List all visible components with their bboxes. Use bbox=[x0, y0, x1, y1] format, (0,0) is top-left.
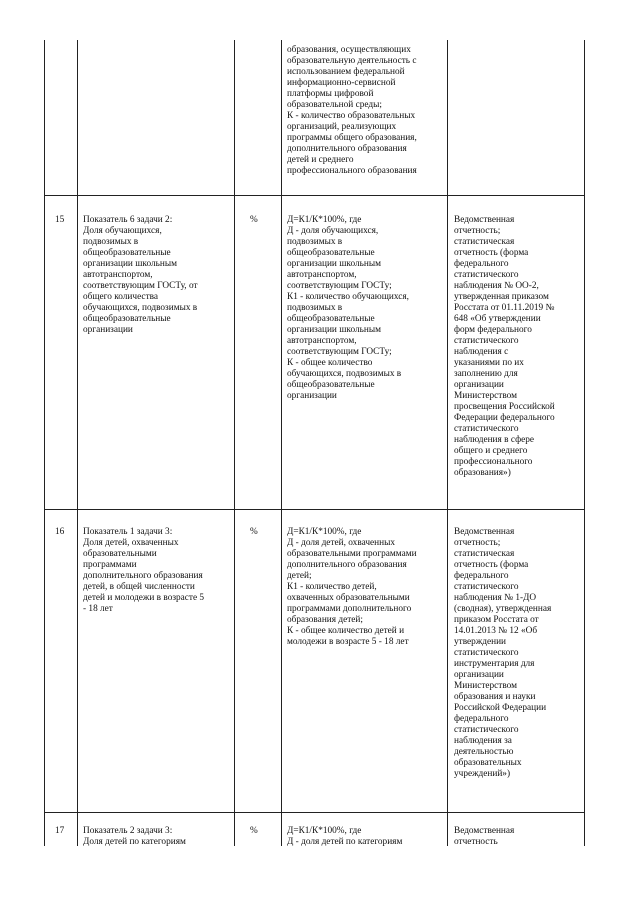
table-row-unit: % bbox=[250, 215, 258, 225]
row-divider-1 bbox=[44, 195, 585, 196]
table-border-col1 bbox=[77, 40, 78, 846]
table-row-formula: образования, осуществляющих образовательную деятельность с использованием федеральной информационно-сервисной платформы цифровой образовательной среды; К - количество образовательных организаций, реализующих программы общего образования, дополнительного образования детей и среднего профессионального образования bbox=[287, 45, 417, 176]
row-divider-2 bbox=[44, 509, 585, 510]
row-divider-3 bbox=[44, 812, 585, 813]
table-border-left bbox=[44, 40, 45, 846]
table-border-col2 bbox=[234, 40, 235, 846]
table-border-col4 bbox=[447, 40, 448, 846]
table-border-right bbox=[584, 40, 585, 846]
table-row-formula: Д=К1/К*100%, где Д - доля детей по категориям bbox=[287, 826, 403, 847]
table-row-formula: Д=К1/К*100%, где Д - доля обучающихся, подвозимых в общеобразовательные организации школьным автотранспортом, соответствующим ГОСТу; К1 - количество обучающихся, подвозимых в общеобразовательные организации школьным автотранспортом, соответствующим ГОСТу; К - общее количество обучающихся, подвозимых в общеобразовательные организации bbox=[287, 215, 409, 401]
table-row-number: 15 bbox=[55, 215, 65, 225]
table-row-unit: % bbox=[250, 527, 258, 537]
table-row-formula: Д=К1/К*100%, где Д - доля детей, охваченных образовательными программами дополнительного образования детей; К1 - количество детей, охваченных образовательными программами дополнительного образования детей; К - общее количество детей и молодежи в возрасте 5 - 18 лет bbox=[287, 527, 417, 647]
table-row-indicator: Показатель 2 задачи 3: Доля детей по категориям bbox=[83, 826, 186, 847]
table-row-number: 17 bbox=[55, 826, 65, 836]
table-row-indicator: Показатель 6 задачи 2: Доля обучающихся, подвозимых в общеобразовательные организации школьным автотранспортом, соответствующим ГОСТу, от общего количества обучающихся, подвозимых в общеобразовательные организации bbox=[83, 215, 198, 335]
table-row-source: Ведомственная отчетность; статистическая отчетность (форма федерального статистического наблюдения № ОО-2, утвержденная приказом Росстата от 01.11.2019 № 648 «Об утверждении форм федерального статистического наблюдения с указаниями по их заполнению для организации Министерством просвещения Российской Федерации федерального статистического наблюдения в сфере общего и среднего профессионального образования») bbox=[454, 215, 555, 478]
table-row-source: Ведомственная отчетность; статистическая отчетность (форма федерального статистического наблюдения № 1-ДО (сводная), утвержденная приказом Росстата от 14.01.2013 № 12 «Об утверждении статистического инструментария для организации Министерством образования и науки Российской Федерации федерального статистического наблюдения за деятельностью образовательных учреждений») bbox=[454, 527, 552, 779]
table-row-indicator: Показатель 1 задачи 3: Доля детей, охваченных образовательными программами дополнительного образования детей, в общей численности детей и молодежи в возрасте 5 - 18 лет bbox=[83, 527, 205, 614]
table-row-number: 16 bbox=[55, 527, 65, 537]
table-row-source: Ведомственная отчетность bbox=[454, 826, 515, 847]
table-row-unit: % bbox=[250, 826, 258, 836]
table-border-col3 bbox=[281, 40, 282, 846]
